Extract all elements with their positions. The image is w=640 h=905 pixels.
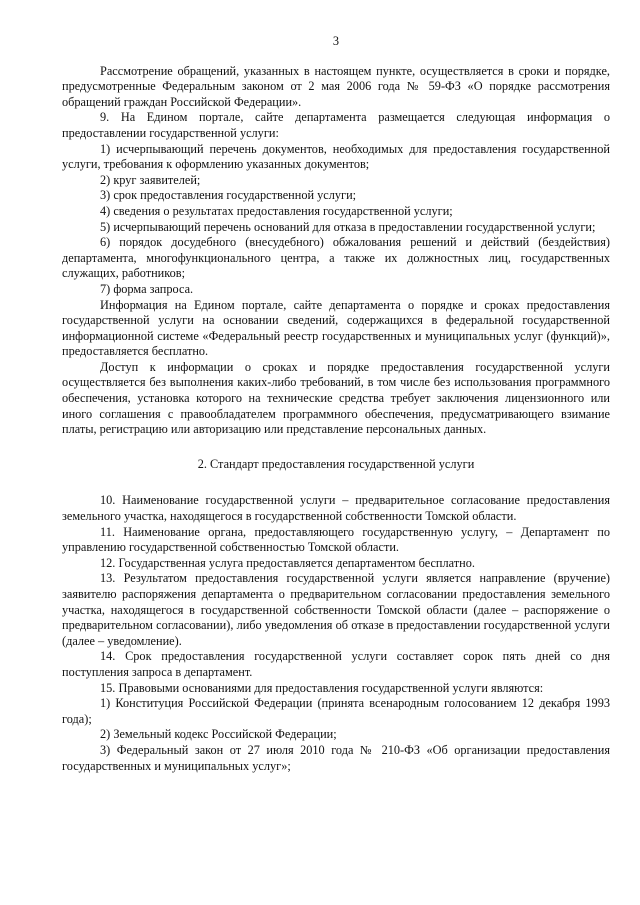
item-15: 15. Правовыми основаниями для предоставления государственной услуги являются: <box>100 680 544 695</box>
item-10: 10. Наименование государственной услуги – предварительное согласование предоставления земельного участка, находящегося в государственной собственности Томской области. <box>62 493 610 524</box>
item-15-list-2: 2) Земельный кодекс Российской Федерации; <box>100 727 337 742</box>
page-number: 3 <box>332 34 340 48</box>
section-2-heading: 2. Стандарт предоставления государственной услуги <box>197 456 475 471</box>
item-12: 12. Государственная услуга предоставляется департаментом бесплатно. <box>100 555 475 570</box>
item-9-list-4: 4) сведения о результатах предоставления государственной услуги; <box>100 203 453 218</box>
intro-paragraph: Рассмотрение обращений, указанных в настоящем пункте, осуществляется в сроки и порядке, предусмотренные Федеральным законом от 2 мая 2006 года № 59-ФЗ «О порядке рассмотрения обращений граждан Российской Федерации». <box>62 63 610 109</box>
item-13: 13. Результатом предоставления государственной услуги является направление (вручение) заявителю распоряжения департамента о предварительном согласовании предоставления земельного участка, находящегося в государственной собственности Томской области (далее – распоряжение о предварительном согласовании), либо уведомления об отказе в предоставлении государственной услуги (далее – уведомление). <box>62 571 610 648</box>
item-9-list-2: 2) круг заявителей; <box>100 172 201 187</box>
item-11: 11. Наименование органа, предоставляющего государственную услугу, – Департамент по управлению государственной собственностью Томской области. <box>62 524 610 555</box>
item-9-list-5: 5) исчерпывающий перечень оснований для отказа в предоставлении государственной услуги; <box>100 219 596 234</box>
item-9: 9. На Едином портале, сайте департамента размещается следующая информация о предоставлении государственной услуги: <box>62 110 610 140</box>
item-14: 14. Срок предоставления государственной услуги составляет сорок пять дней со дня поступления запроса в департамент. <box>62 649 610 679</box>
item-15-list-1: 1) Конституция Российской Федерации (принята всенародным голосованием 12 декабря 1993 года); <box>62 696 610 726</box>
item-9-list-6: 6) порядок досудебного (внесудебного) обжалования решений и действий (бездействия) департамента, многофункционального центра, а также их должностных лиц, государственных служащих, работников; <box>62 235 610 281</box>
info-free-paragraph: Информация на Едином портале, сайте департамента о порядке и сроках предоставления государственной услуги на основании сведений, содержащихся в федеральной государственной информационной системе «Федеральный реестр государственных и муниципальных услуг (функций)», предоставляется бесплатно. <box>62 297 610 359</box>
item-9-list-1: 1) исчерпывающий перечень документов, необходимых для предоставления государственной услуги, требования к оформлению указанных документов; <box>62 141 610 172</box>
item-9-list-3: 3) срок предоставления государственной услуги; <box>100 188 357 203</box>
item-9-list-7: 7) форма запроса. <box>100 281 194 296</box>
item-15-list-3: 3) Федеральный закон от 27 июля 2010 года № 210-ФЗ «Об организации предоставления государственных и муниципальных услуг»; <box>62 742 610 773</box>
access-paragraph: Доступ к информации о сроках и порядке предоставления государственной услуги осуществляется без выполнения каких-либо требований, в том числе без использования программного обеспечения, установка которого на технические средства требует заключения лицензионного или иного соглашения с правообладателем программного обеспечения, предусматривающего взимание платы, регистрацию или авторизацию или представление персональных данных. <box>62 359 610 437</box>
